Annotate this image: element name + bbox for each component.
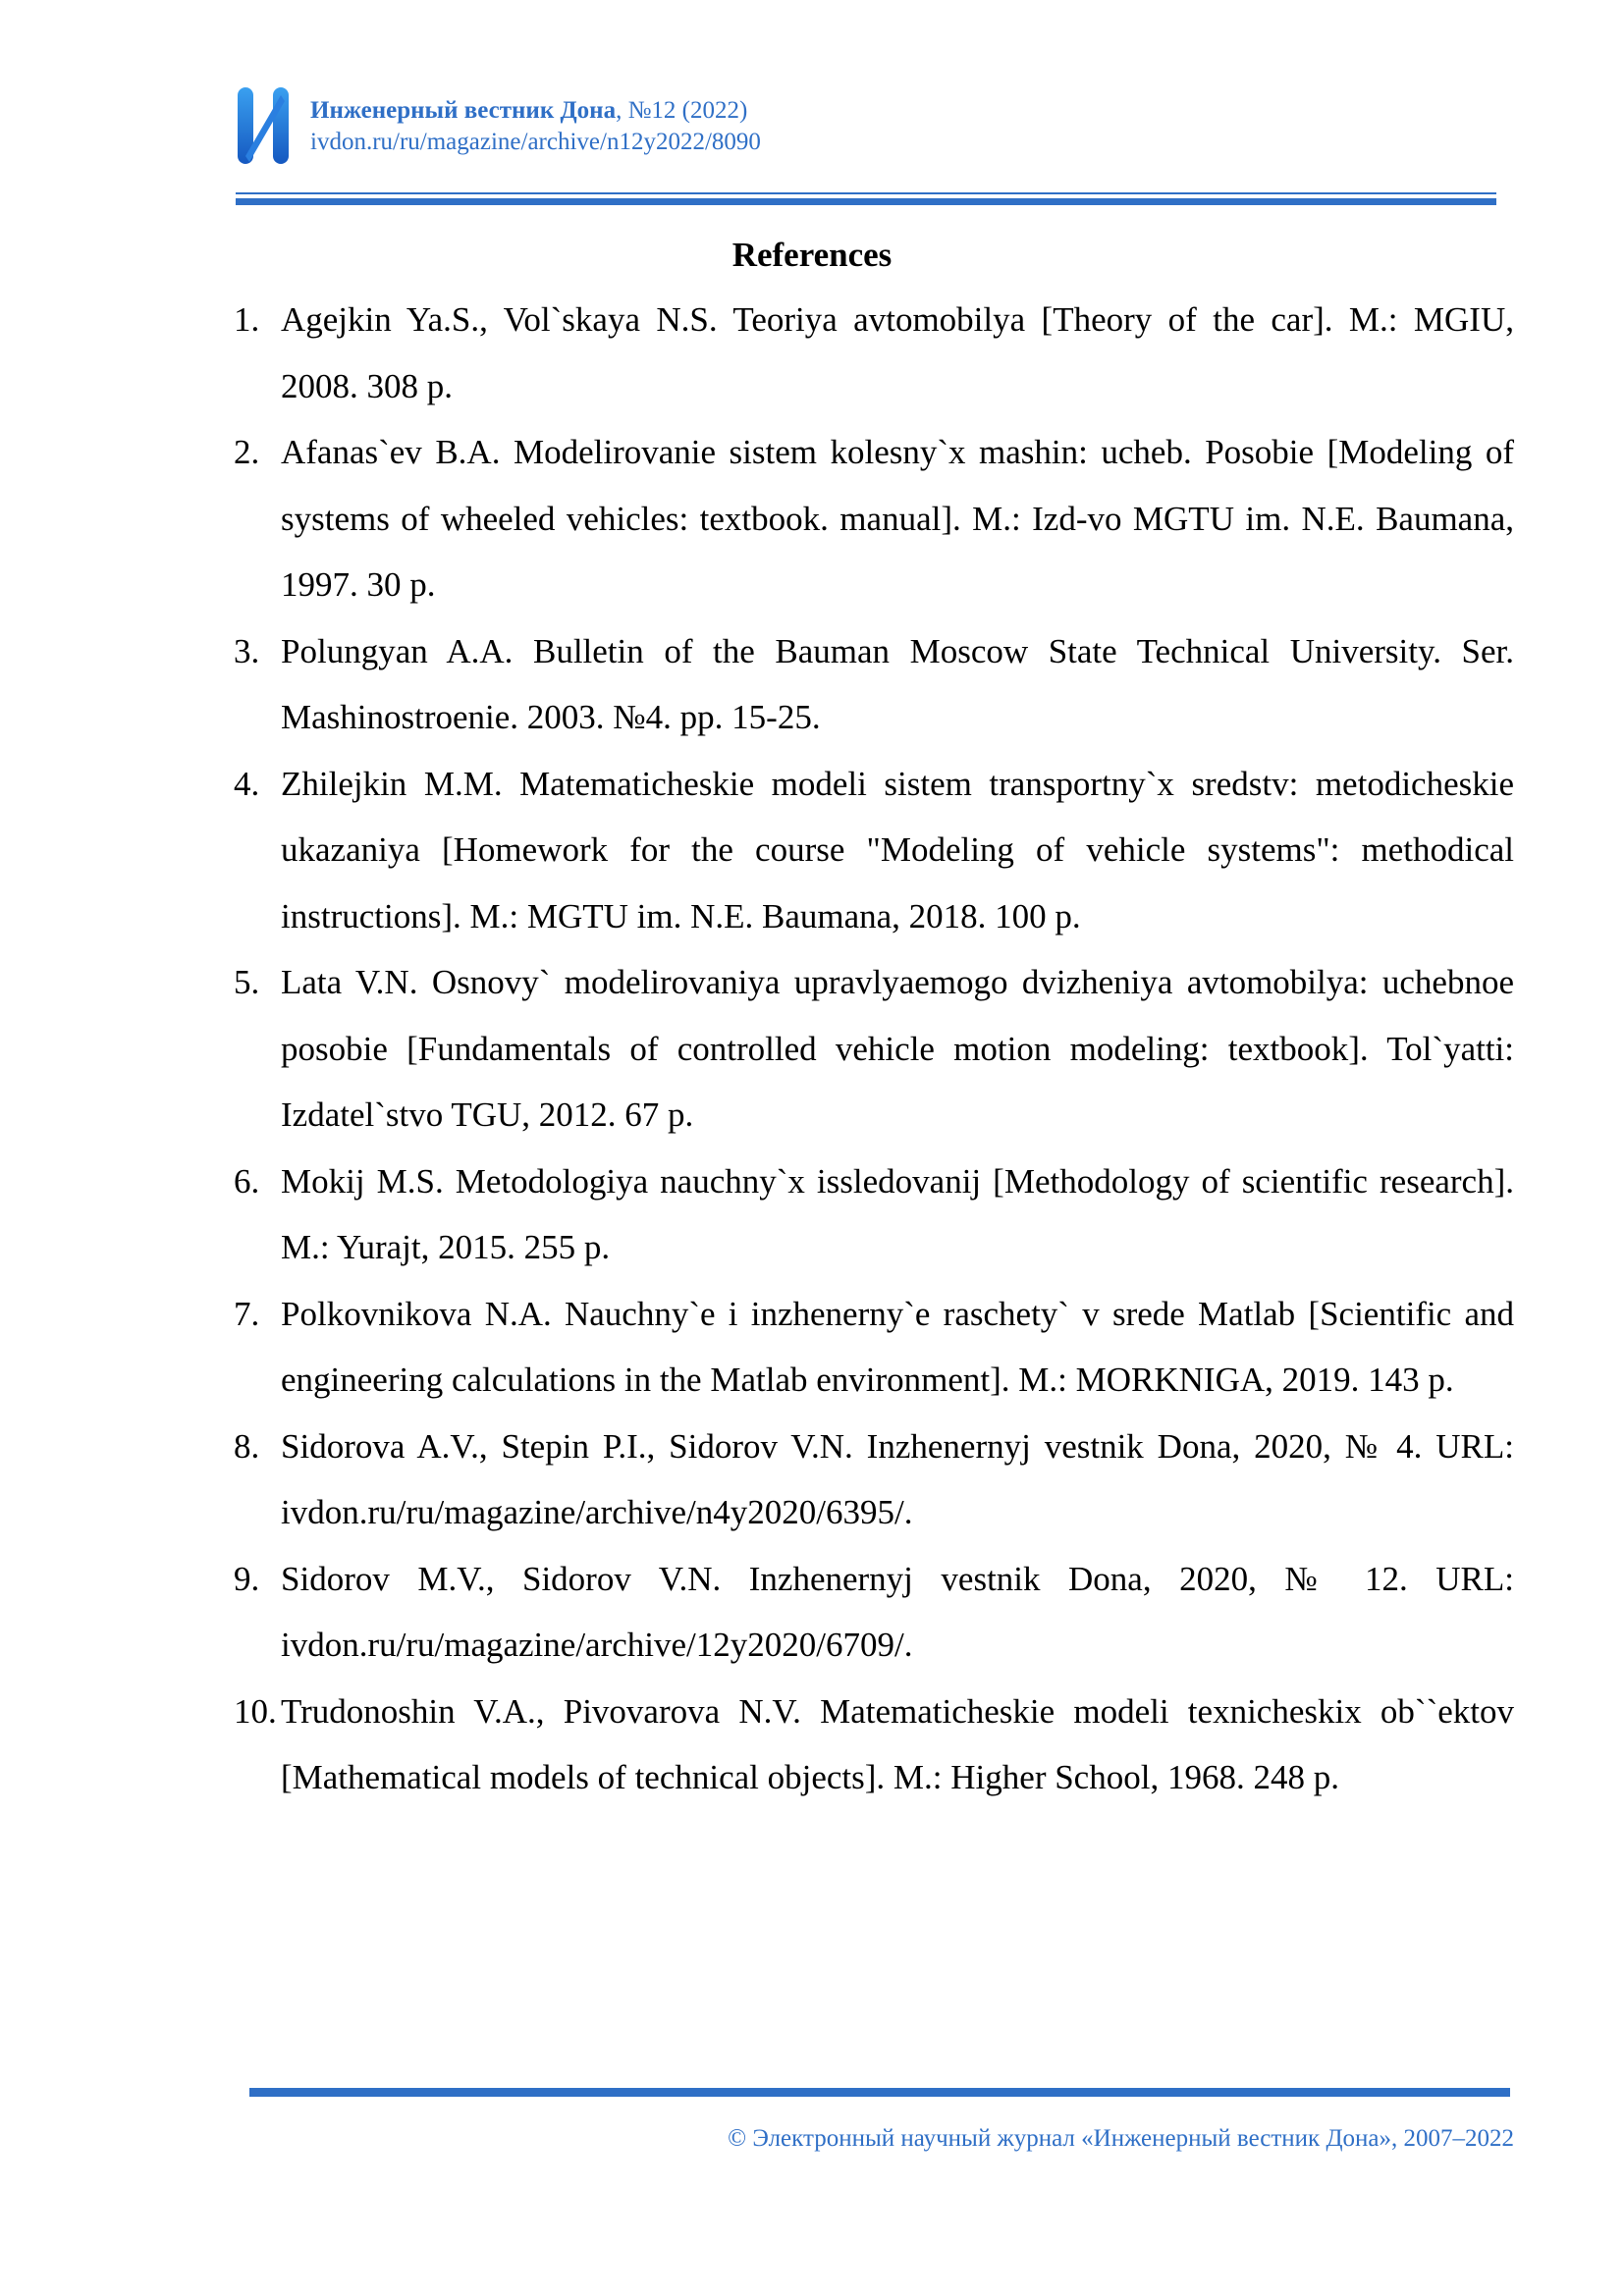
reference-text: Trudonoshin V.A., Pivovarova N.V. Matematicheskie modeli texnicheskix ob``ektov [Mathematical models of technical objects]. M.: Higher School, 1968. 248 p.	[281, 1691, 1514, 1796]
reference-text: Polkovnikova N.A. Nauchny`e i inzhenerny`e raschety` v srede Matlab [Scientific and engineering calculations in the Matlab environment]. M.: MORKNIGA, 2019. 143 p.	[281, 1294, 1514, 1399]
reference-number: 8.	[234, 1426, 260, 1466]
footer-rule-thick	[249, 2088, 1510, 2095]
journal-header	[310, 95, 761, 158]
reference-item	[234, 1281, 1514, 1414]
references-list	[234, 287, 1514, 1811]
reference-text: Sidorov M.V., Sidorov V.N. Inzhenernyj vestnik Dona, 2020, № 12. URL: ivdon.ru/ru/magazine/archive/12y2020/6709/.	[281, 1559, 1514, 1664]
reference-text: Mokij M.S. Metodologiya nauchny`x issledovanij [Methodology of scientific research]. M.: Yurajt, 2015. 255 p.	[281, 1161, 1514, 1266]
reference-number: 2.	[234, 433, 260, 471]
journal-issue: , №12 (2022)	[616, 97, 748, 124]
reference-text: Zhilejkin M.M. Matematicheskie modeli sistem transportny`x sredstv: metodicheskie ukazaniya [Homework for the course "Modeling of vehicle systems": methodical instructions]. M.: MGTU im. N.E. Baumana, 2018. 100 p.	[281, 764, 1514, 935]
reference-item	[234, 949, 1514, 1148]
reference-item	[234, 1679, 1514, 1811]
reference-number: 10.	[234, 1691, 277, 1731]
article-url[interactable]: ivdon.ru/ru/magazine/archive/n12y2022/8090	[310, 129, 761, 155]
journal-title	[310, 95, 761, 127]
reference-item	[234, 751, 1514, 950]
reference-item	[234, 419, 1514, 618]
reference-item	[234, 287, 1514, 419]
reference-item	[234, 1414, 1514, 1546]
reference-number: 3.	[234, 631, 260, 670]
header-rule-thin	[236, 192, 1496, 194]
reference-number: 5.	[234, 963, 260, 1001]
reference-number: 4.	[234, 764, 260, 803]
footer-rule-thin	[249, 2095, 1510, 2097]
reference-item	[234, 618, 1514, 751]
footer-copyright: © Электронный научный журнал «Инженерный вестник Дона», 2007–2022	[728, 2125, 1514, 2152]
reference-number: 6.	[234, 1161, 260, 1201]
reference-text: Polungyan A.A. Bulletin of the Bauman Moscow State Technical University. Ser. Mashinostroenie. 2003. №4. pp. 15-25.	[281, 631, 1514, 736]
journal-logo-icon	[236, 83, 291, 168]
journal-name: Инженерный вестник Дона	[310, 97, 617, 124]
reference-text: Agejkin Ya.S., Vol`skaya N.S. Teoriya avtomobilya [Theory of the car]. M.: MGIU, 2008. 308 p.	[281, 300, 1514, 405]
reference-number: 1.	[234, 300, 260, 339]
reference-item	[234, 1148, 1514, 1281]
references-heading: References	[731, 236, 893, 274]
reference-text: Lata V.N. Osnovy` modelirovaniya upravlyaemogo dvizheniya avtomobilya: uchebnoe posobie [Fundamentals of controlled vehicle motion modeling: textbook]. Tol`yatti: Izdatel`stvo TGU, 2012. 67 p.	[281, 963, 1514, 1134]
reference-text: Afanas`ev B.A. Modelirovanie sistem kolesny`x mashin: ucheb. Posobie [Modeling of systems of wheeled vehicles: textbook. manual]. M.: Izd-vo MGTU im. N.E. Baumana, 1997. 30 p.	[281, 433, 1514, 604]
reference-item	[234, 1546, 1514, 1679]
reference-text: Sidorova A.V., Stepin P.I., Sidorov V.N. Inzhenernyj vestnik Dona, 2020, № 4. URL: ivdon.ru/ru/magazine/archive/n4y2020/6395/.	[281, 1426, 1514, 1531]
reference-number: 7.	[234, 1294, 260, 1333]
reference-number: 9.	[234, 1559, 260, 1598]
header-rule-thick	[236, 198, 1496, 205]
